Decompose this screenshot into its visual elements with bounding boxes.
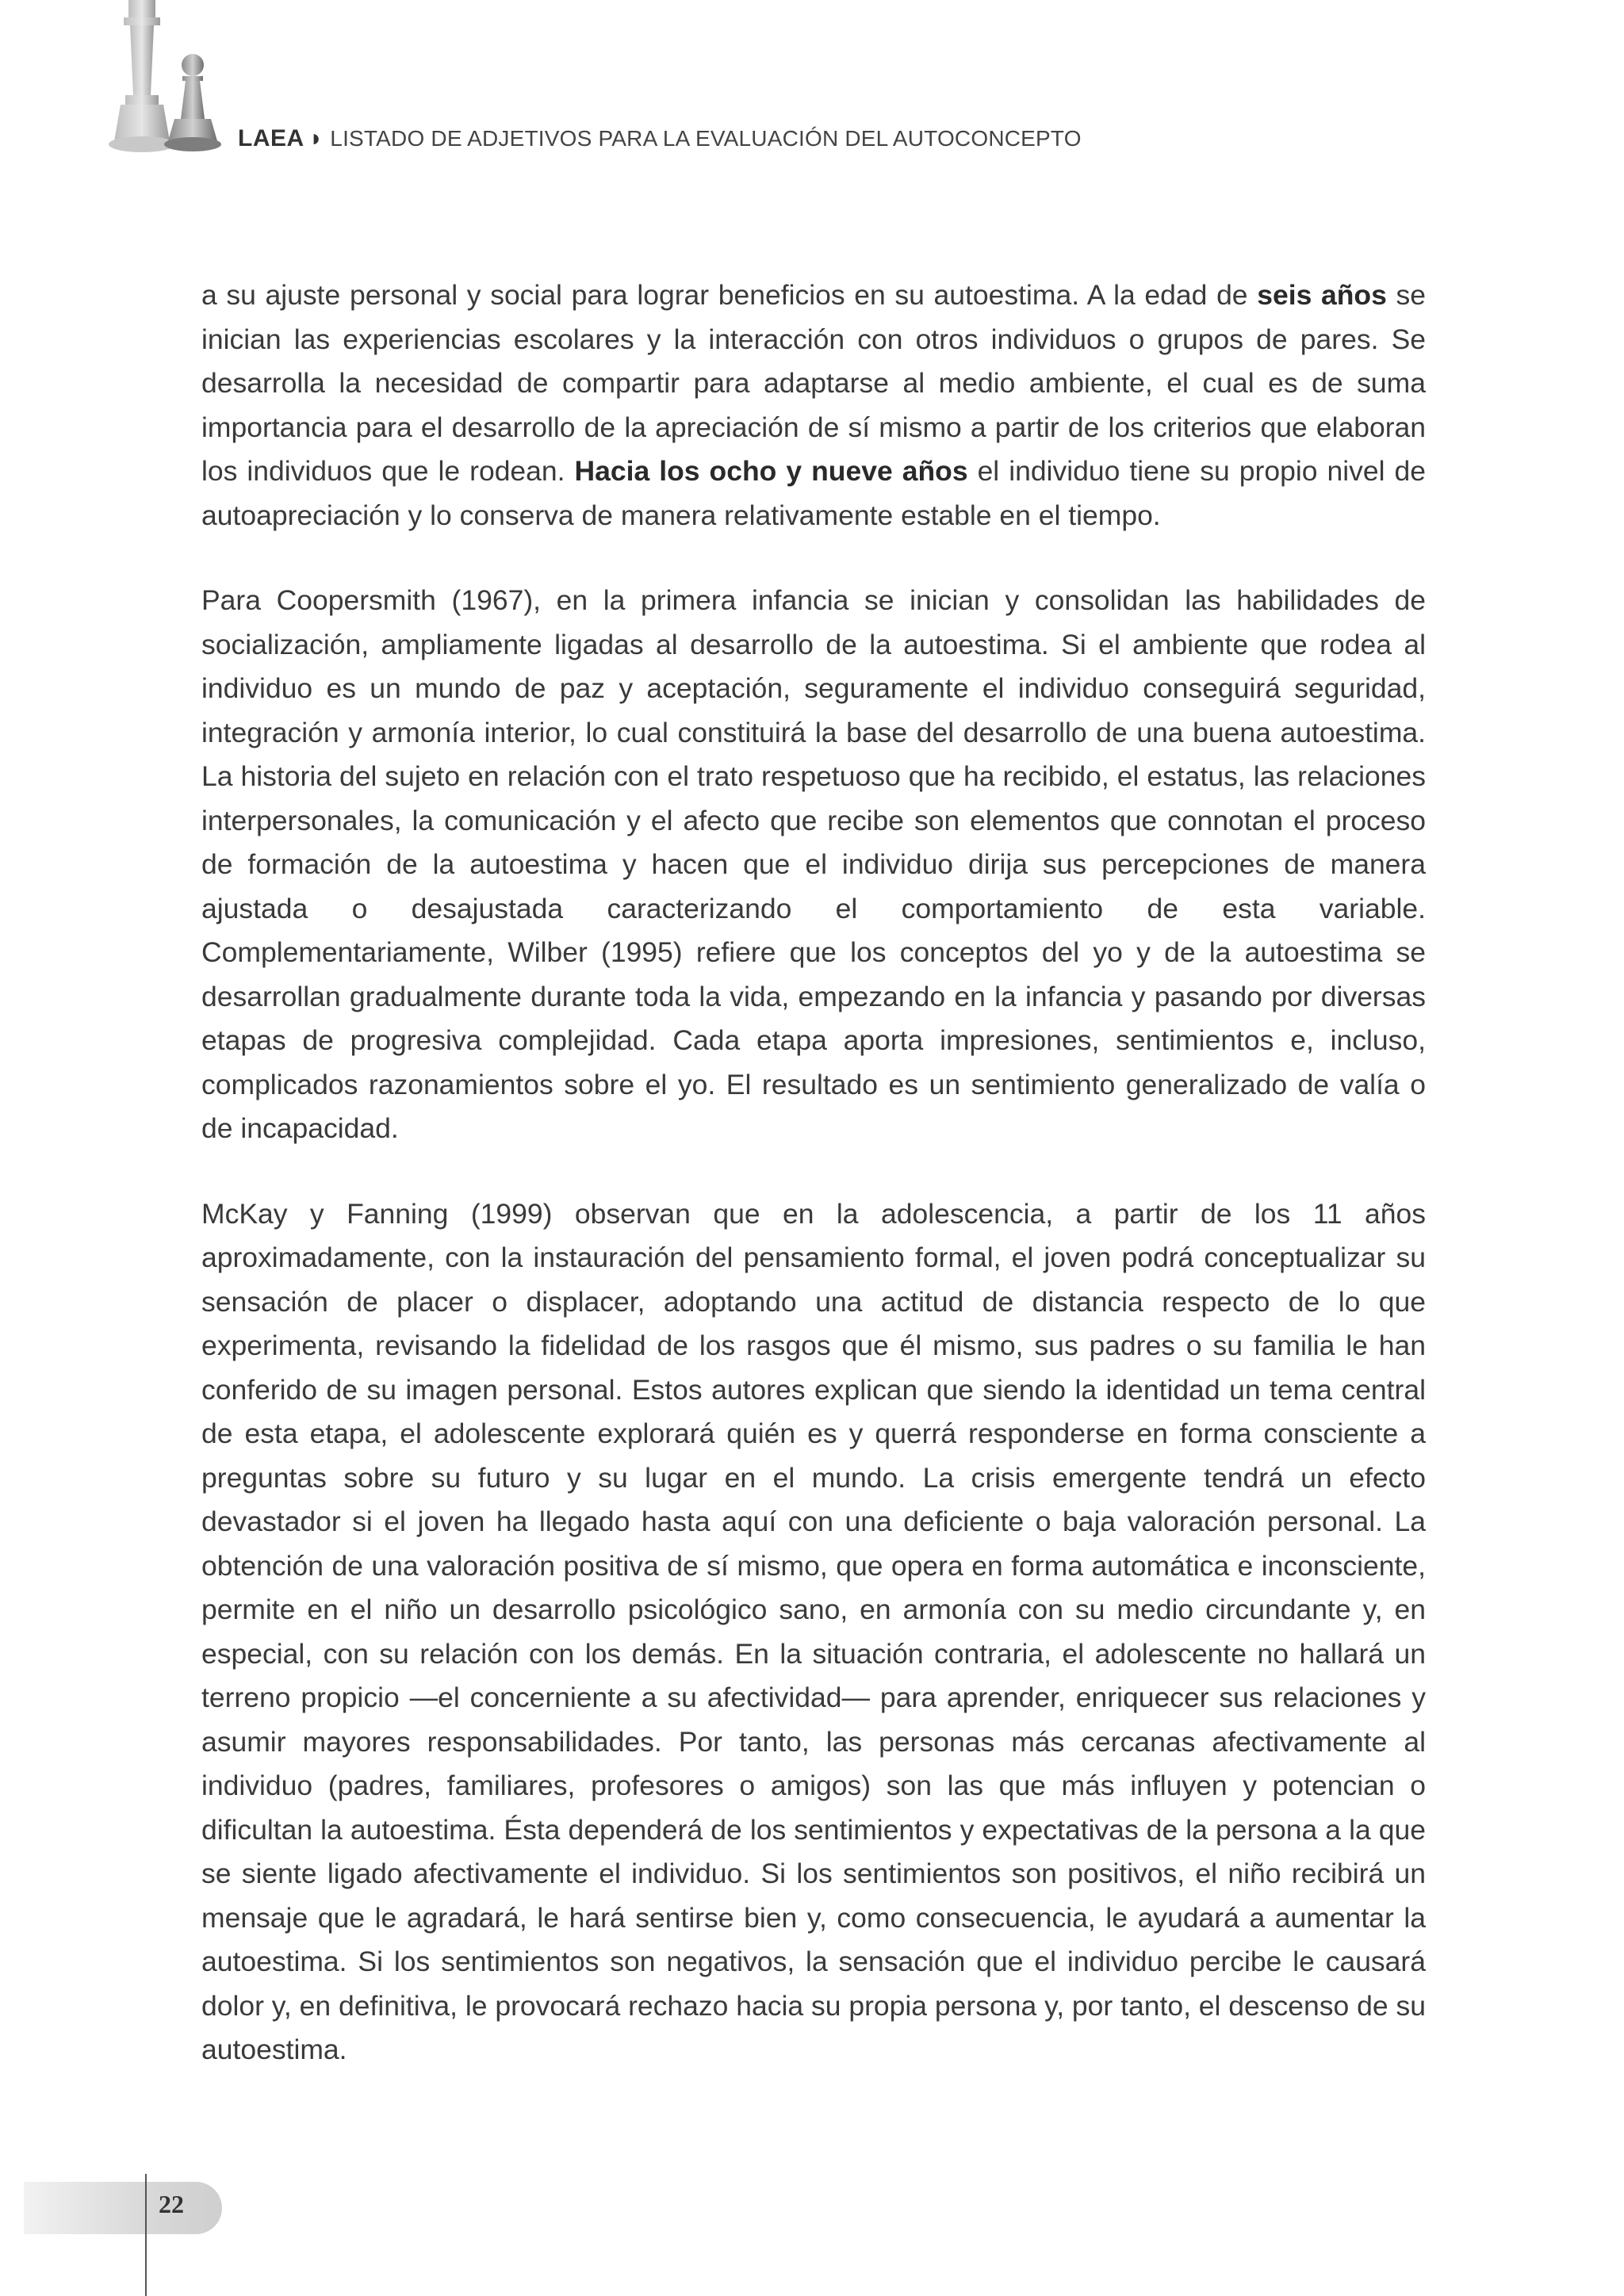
- page-number: 22: [159, 2190, 184, 2218]
- text-run: el individuo tiene su propio nivel de autoapreciación y lo conserva de manera relativamente estable en el tiempo.: [201, 455, 1426, 531]
- series-brand: LAEA: [238, 125, 304, 151]
- bold-text-run: seis años: [1257, 279, 1387, 311]
- running-header: [238, 125, 1082, 152]
- separator-icon: ◗: [308, 125, 324, 151]
- page-header: [0, 0, 1624, 174]
- paragraph: [201, 1192, 1426, 2072]
- chess-pieces-icon: [103, 0, 254, 159]
- text-run: se inician las experiencias escolares y la interacción con otros individuos o grupos de pares. Se desarrolla la necesidad de compartir para adaptarse al medio ambiente, el cual es de suma importancia para el desarrollo de la apreciación de sí mismo a partir de los criterios que elaboran los individuos que le rodean.: [201, 279, 1426, 487]
- bold-text-run: Hacia los ocho y nueve años: [574, 455, 968, 487]
- paragraph: [201, 579, 1426, 1151]
- page-number-tab: [24, 2182, 222, 2234]
- text-run: a su ajuste personal y social para lograr beneficios en su autoestima. A la edad de: [201, 279, 1258, 311]
- text-run: McKay y Fanning (1999) observan que en la adolescencia, a partir de los 11 años aproximadamente, con la instauración del pensamiento formal, el joven podrá conceptualizar su sensación de placer o displacer, adoptando una actitud de distancia respecto de lo que experimenta, revisando la fidelidad de los rasgos que él mismo, sus padres o su familia le han conferido de su imagen personal. Estos autores explican que siendo la identidad un tema central de esta etapa, el adolescente explorará quién es y querrá responderse en forma consciente a preguntas sobre su futuro y su lugar en el mundo. La crisis emergente tendrá un efecto devastador si el joven ha llegado hasta aquí con una deficiente o baja valoración personal. La obtención de una valoración positiva de sí mismo, que opera en forma automática e inconsciente, permite en el niño un desarrollo psicológico sano, en armonía con su medio circundante y, en especial, con su relación con los demás. En la situación contraria, el adolescente no hallará un terreno propicio —el concerniente a su afectividad— para aprender, enriquecer sus relaciones y asumir mayores responsabilidades. Por tanto, las personas más cercanas afectivamente al individuo (padres, familiares, profesores o amigos) son las que más influyen y potencian o dificultan la autoestima. Ésta dependerá de los sentimientos y expectativas de la persona a la que se siente ligado afectivamente el individuo. Si los sentimientos son positivos, el niño recibirá un mensaje que le agradará, le hará sentirse bien y, como consecuencia, le ayudará a aumentar la autoestima. Si los sentimientos son negativos, la sensación que el individuo percibe le causará dolor y, en definitiva, le provocará rechazo hacia su propia persona y, por tanto, el descenso de su autoestima.: [201, 1197, 1426, 2065]
- footer-rule: [145, 2174, 147, 2296]
- paragraph: [201, 274, 1426, 538]
- book-subtitle: LISTADO DE ADJETIVOS PARA LA EVALUACIÓN DEL AUTOCONCEPTO: [330, 126, 1082, 151]
- body-text: [201, 274, 1426, 2114]
- text-run: Para Coopersmith (1967), en la primera infancia se inician y consolidan las habilidades de socialización, ampliamente ligadas al desarrollo de la autoestima. Si el ambiente que rodea al individuo es un mundo de paz y aceptación, seguramente el individuo conseguirá seguridad, integración y armonía interior, lo cual constituirá la base del desarrollo de una buena autoestima. La historia del sujeto en relación con el trato respetuoso que ha recibido, el estatus, las relaciones interpersonales, la comunicación y el afecto que recibe son elementos que connotan el proceso de formación de la autoestima y hacen que el individuo dirija sus percepciones de manera ajustada o desajustada caracterizando el comportamiento de esta variable. Complementariamente, Wilber (1995) refiere que los conceptos del yo y de la autoestima se desarrollan gradualmente durante toda la vida, empezando en la infancia y pasando por diversas etapas de progresiva complejidad. Cada etapa aporta impresiones, sentimientos e, incluso, complicados razonamientos sobre el yo. El resultado es un sentimiento generalizado de valía o de incapacidad.: [201, 584, 1426, 1144]
